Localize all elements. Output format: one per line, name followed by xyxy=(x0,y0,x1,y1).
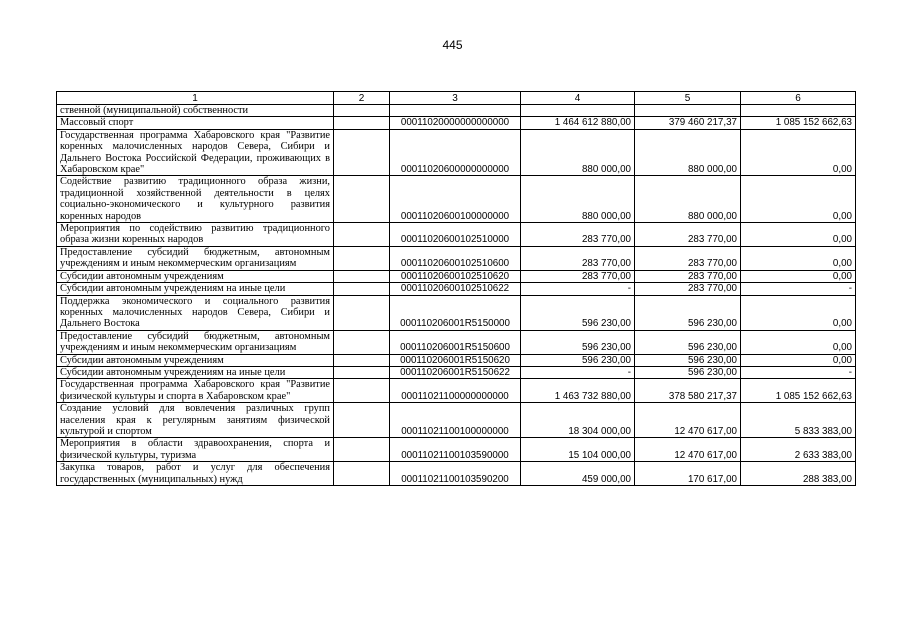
row-col2 xyxy=(334,366,390,378)
row-col2 xyxy=(334,105,390,117)
table-row xyxy=(57,129,856,176)
row-value-4: - xyxy=(521,283,635,295)
row-value-6: 0,00 xyxy=(741,330,856,354)
column-header-2: 2 xyxy=(334,92,390,105)
row-value-5: 283 770,00 xyxy=(635,283,741,295)
row-col2 xyxy=(334,403,390,438)
table-row xyxy=(57,270,856,282)
row-value-5: 170 617,00 xyxy=(635,462,741,486)
row-value-5: 596 230,00 xyxy=(635,295,741,330)
row-value-4: 283 770,00 xyxy=(521,270,635,282)
table-row xyxy=(57,117,856,129)
row-col2 xyxy=(334,283,390,295)
row-value-6: 5 833 383,00 xyxy=(741,403,856,438)
row-col2 xyxy=(334,354,390,366)
row-code: 00011020600100000000 xyxy=(390,176,521,223)
row-value-5: 378 580 217,37 xyxy=(635,379,741,403)
row-value-5: 596 230,00 xyxy=(635,330,741,354)
row-value-5: 283 770,00 xyxy=(635,246,741,270)
row-value-4: 283 770,00 xyxy=(521,223,635,247)
row-value-6: 0,00 xyxy=(741,295,856,330)
row-value-5: 283 770,00 xyxy=(635,223,741,247)
row-name: Создание условий для вовлечения различных групп населения края к регулярным занятиям физической культурой и спортом xyxy=(57,403,334,438)
column-header-1: 1 xyxy=(57,92,334,105)
row-value-5: 596 230,00 xyxy=(635,366,741,378)
row-code: 000110206001R5150620 xyxy=(390,354,521,366)
row-value-4: 18 304 000,00 xyxy=(521,403,635,438)
row-code: 00011020600102510000 xyxy=(390,223,521,247)
row-value-6: 0,00 xyxy=(741,223,856,247)
row-col2 xyxy=(334,129,390,176)
row-name: Содействие развитию традиционного образа жизни, традиционной хозяйственной деятельности в целях социально-экономического и культурного развития коренных народов xyxy=(57,176,334,223)
row-code: 00011020600102510622 xyxy=(390,283,521,295)
row-name: Массовый спорт xyxy=(57,117,334,129)
row-code: 00011021100103590200 xyxy=(390,462,521,486)
table-row xyxy=(57,105,856,117)
page-number: 445 xyxy=(442,38,463,52)
row-value-4: 283 770,00 xyxy=(521,246,635,270)
row-value-5: 12 470 617,00 xyxy=(635,438,741,462)
table-row xyxy=(57,403,856,438)
row-value-5 xyxy=(635,105,741,117)
row-name: Предоставление субсидий бюджетным, автономным учреждениям и иным некоммерческим организациям xyxy=(57,330,334,354)
row-code: 00011020000000000000 xyxy=(390,117,521,129)
row-value-4 xyxy=(521,105,635,117)
row-name: ственной (муниципальной) собственности xyxy=(57,105,334,117)
row-value-6: 2 633 383,00 xyxy=(741,438,856,462)
row-value-6: 0,00 xyxy=(741,246,856,270)
row-value-4: 459 000,00 xyxy=(521,462,635,486)
row-value-5: 880 000,00 xyxy=(635,129,741,176)
column-header-4: 4 xyxy=(521,92,635,105)
table-row xyxy=(57,176,856,223)
row-col2 xyxy=(334,117,390,129)
row-value-6: - xyxy=(741,283,856,295)
row-value-6: 0,00 xyxy=(741,176,856,223)
header-row xyxy=(57,92,856,105)
row-code: 000110206001R5150622 xyxy=(390,366,521,378)
row-code: 00011021100000000000 xyxy=(390,379,521,403)
table-row xyxy=(57,438,856,462)
table-row xyxy=(57,330,856,354)
table-row xyxy=(57,295,856,330)
row-value-5: 12 470 617,00 xyxy=(635,403,741,438)
row-value-6: 288 383,00 xyxy=(741,462,856,486)
row-name: Субсидии автономным учреждениям на иные цели xyxy=(57,366,334,378)
row-code: 000110206001R5150600 xyxy=(390,330,521,354)
row-name: Субсидии автономным учреждениям на иные цели xyxy=(57,283,334,295)
row-name: Предоставление субсидий бюджетным, автономным учреждениям и иным некоммерческим организациям xyxy=(57,246,334,270)
row-value-4: 596 230,00 xyxy=(521,354,635,366)
row-col2 xyxy=(334,223,390,247)
table-row xyxy=(57,354,856,366)
row-value-5: 379 460 217,37 xyxy=(635,117,741,129)
row-name: Поддержка экономического и социального развития коренных малочисленных народов Севера, Сибири и Дальнего Востока xyxy=(57,295,334,330)
row-value-4: - xyxy=(521,366,635,378)
row-code: 00011020600000000000 xyxy=(390,129,521,176)
row-value-6: 0,00 xyxy=(741,354,856,366)
row-col2 xyxy=(334,176,390,223)
row-value-6: 1 085 152 662,63 xyxy=(741,117,856,129)
row-col2 xyxy=(334,379,390,403)
row-value-6: - xyxy=(741,366,856,378)
row-col2 xyxy=(334,330,390,354)
table-row xyxy=(57,379,856,403)
row-name: Мероприятия по содействию развитию традиционного образа жизни коренных народов xyxy=(57,223,334,247)
row-value-4: 880 000,00 xyxy=(521,129,635,176)
row-col2 xyxy=(334,246,390,270)
row-code: 00011021100100000000 xyxy=(390,403,521,438)
row-value-4: 880 000,00 xyxy=(521,176,635,223)
row-name: Мероприятия в области здравоохранения, спорта и физической культуры, туризма xyxy=(57,438,334,462)
row-value-5: 283 770,00 xyxy=(635,270,741,282)
table-row xyxy=(57,283,856,295)
row-value-6: 0,00 xyxy=(741,129,856,176)
row-value-4: 596 230,00 xyxy=(521,330,635,354)
column-header-6: 6 xyxy=(741,92,856,105)
table-row xyxy=(57,462,856,486)
row-code: 00011021100103590000 xyxy=(390,438,521,462)
row-name: Государственная программа Хабаровского края "Развитие коренных малочисленных народов Севера, Сибири и Дальнего Востока Российской Федерации, проживающих в Хабаровском крае" xyxy=(57,129,334,176)
row-col2 xyxy=(334,462,390,486)
row-value-4: 15 104 000,00 xyxy=(521,438,635,462)
table-row xyxy=(57,223,856,247)
row-code: 000110206001R5150000 xyxy=(390,295,521,330)
row-col2 xyxy=(334,295,390,330)
row-value-6: 1 085 152 662,63 xyxy=(741,379,856,403)
row-col2 xyxy=(334,270,390,282)
table-row xyxy=(57,366,856,378)
row-value-5: 596 230,00 xyxy=(635,354,741,366)
row-code: 00011020600102510600 xyxy=(390,246,521,270)
row-value-5: 880 000,00 xyxy=(635,176,741,223)
column-header-3: 3 xyxy=(390,92,521,105)
row-name: Закупка товаров, работ и услуг для обеспечения государственных (муниципальных) нужд xyxy=(57,462,334,486)
row-value-6: 0,00 xyxy=(741,270,856,282)
budget-table xyxy=(56,91,856,486)
row-name: Субсидии автономным учреждениям xyxy=(57,354,334,366)
row-value-6 xyxy=(741,105,856,117)
row-value-4: 1 464 612 880,00 xyxy=(521,117,635,129)
row-value-4: 1 463 732 880,00 xyxy=(521,379,635,403)
row-name: Государственная программа Хабаровского края "Развитие физической культуры и спорта в Хабаровском крае" xyxy=(57,379,334,403)
row-value-4: 596 230,00 xyxy=(521,295,635,330)
row-code: 00011020600102510620 xyxy=(390,270,521,282)
table-row xyxy=(57,246,856,270)
row-code xyxy=(390,105,521,117)
column-header-5: 5 xyxy=(635,92,741,105)
row-name: Субсидии автономным учреждениям xyxy=(57,270,334,282)
row-col2 xyxy=(334,438,390,462)
